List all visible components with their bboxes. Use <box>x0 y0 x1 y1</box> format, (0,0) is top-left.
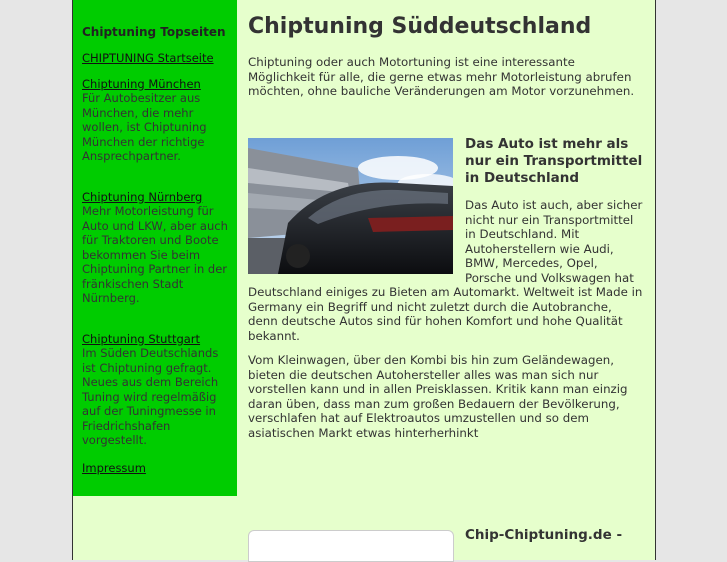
sidebar-text-stuttgart: Im Süden Deutschlands ist Chiptuning gefragt. Neues aus dem Bereich Tuning wird regelmäßig auf der Tuningmesse in Friedrichshafen vorgestellt. <box>82 346 219 447</box>
page-title: Chiptuning Süddeutschland <box>248 14 592 39</box>
main-content <box>248 0 643 440</box>
sidebar-text-muenchen: Für Autobesitzer aus München, die mehr wollen, ist Chiptuning München der richtige Ansprechpartner. <box>82 91 207 163</box>
sidebar-link-impressum[interactable]: Impressum <box>82 460 146 475</box>
article <box>248 136 643 450</box>
sidebar-link-stuttgart[interactable]: Chiptuning Stuttgart <box>82 331 201 346</box>
sidebar-link-muenchen[interactable]: Chiptuning München <box>82 76 201 91</box>
page-container <box>72 0 656 560</box>
intro-text: Chiptuning oder auch Motortuning ist eine interessante Möglichkeit für alle, die gerne etwas mehr Motorleistung abrufen möchten, ohne bauliche Veränderungen am Motor vorzunehmen. <box>248 55 635 98</box>
article-paragraph-2: Vom Kleinwagen, über den Kombi bis hin zum Geländewagen, bieten die deutschen Autohersteller alles was man sich nur vorstellen kann und in allen Preisklassen. Kritik kann man einzig daran üben, dass man zum großen Bedauern der Bevölkerung, verschlafen hat auf Elektroautos umzustellen und so dem asiatischen Markt etwas hinterherhinkt <box>248 353 628 440</box>
secondary-image <box>248 530 454 562</box>
car-photo <box>248 138 453 274</box>
article-heading: Das Auto ist mehr als nur ein Transportmittel in Deutschland <box>465 136 643 186</box>
sidebar <box>73 0 237 496</box>
sidebar-link-nuernberg[interactable]: Chiptuning Nürnberg <box>82 189 203 204</box>
secondary-heading: Chip-Chiptuning.de - <box>465 527 623 543</box>
article-paragraph-1: Das Auto ist auch, aber sicher nicht nur ein Transportmittel in Deutschland. Mit Autoherstellern wie Audi, BMW, Mercedes, Opel, Porsche und Volkswagen hat Deutschland einiges zu Bieten am Automarkt. Weltweit ist Made in Germany ein Begriff und nicht zuletzt durch die Autobranche, denn deutsche Autos sind für hohen Komfort und hohe Qualität bekannt. <box>248 198 643 343</box>
sidebar-link-startseite[interactable]: CHIPTUNING Startseite <box>82 51 214 65</box>
sidebar-title: Chiptuning Topseiten <box>82 25 226 39</box>
sidebar-text-nuernberg: Mehr Motorleistung für Auto und LKW, aber auch für Traktoren und Boote bekommen Sie beim Chiptuning Partner in der fränkischen Stadt Nürnberg. <box>82 204 228 305</box>
